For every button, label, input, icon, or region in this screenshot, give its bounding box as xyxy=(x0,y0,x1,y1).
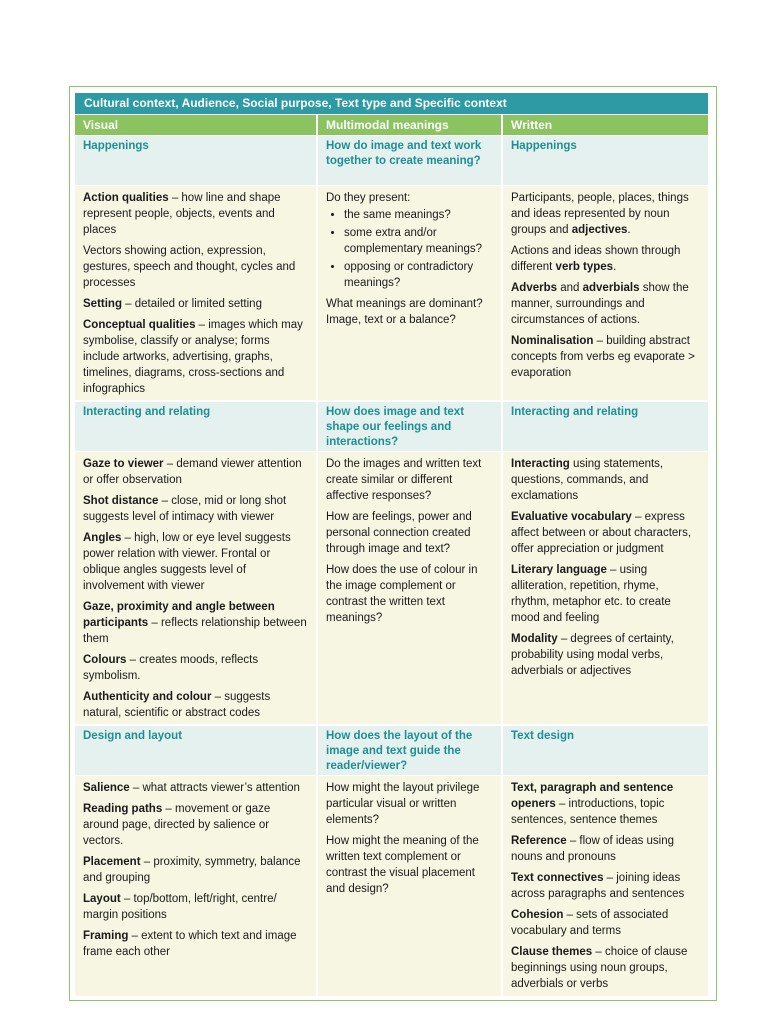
s3-visual-item: Framing – extent to which text and image frame each other xyxy=(83,930,297,958)
s1-visual-item: Vectors showing action, expression, gestures, speech and thought, cycles and processes xyxy=(83,245,296,289)
s3-written-item: Reference – flow of ideas using nouns and pronouns xyxy=(511,835,675,863)
s1-multimodal-heading: How do image and text work together to create meaning? xyxy=(318,136,501,185)
s2-visual-item: Colours – creates moods, reflects symbolism. xyxy=(83,654,259,682)
s2-multimodal-item: How does the use of colour in the image complement or contrast the written text meanings? xyxy=(326,564,478,624)
s1-written-item: Participants, people, places, things and ideas represented by noun groups and adjectives. xyxy=(511,192,689,236)
s1-multimodal-intro: Do they present: xyxy=(326,192,411,204)
bullet-item: • some extra and/or complementary meanings? xyxy=(344,225,493,257)
s2-written-item: Literary language – using alliteration, repetition, rhyme, rhythm, metaphor etc. to create mood and feeling xyxy=(511,564,671,624)
s1-written-item: Nominalisation – building abstract concepts from verbs eg evaporate > evaporation xyxy=(511,335,695,379)
s3-written-item: Text connectives – joining ideas across paragraphs and sentences xyxy=(511,872,685,900)
bullet-item: • opposing or contradictory meanings? xyxy=(344,259,493,291)
s3-multimodal-item: How might the meaning of the written text complement or contrast the visual placement and design? xyxy=(326,835,479,895)
s2-written-body xyxy=(503,452,708,724)
s1-visual-item: Setting – detailed or limited setting xyxy=(83,298,262,310)
s3-visual-item: Placement – proximity, symmetry, balance and grouping xyxy=(83,856,301,884)
s3-written-item: Text, paragraph and sentence openers – introductions, topic sentences, sentence themes xyxy=(511,782,674,826)
s1-visual-item: Action qualities – how line and shape represent people, objects, events and places xyxy=(83,192,281,236)
s3-visual-item: Reading paths – movement or gaze around page, directed by salience or vectors. xyxy=(83,803,271,847)
s2-visual-item: Gaze, proximity and angle between participants – reflects relationship between them xyxy=(83,601,307,645)
s1-written-item: Actions and ideas shown through different verb types. xyxy=(511,245,681,273)
s3-visual-body xyxy=(75,776,316,996)
s3-written-heading: Text design xyxy=(503,726,708,775)
s2-written-heading: Interacting and relating xyxy=(503,402,708,451)
header-multimodal: Multimodal meanings xyxy=(318,115,501,135)
s3-multimodal-item: How might the layout privilege particular visual or written elements? xyxy=(326,782,480,826)
s1-written-item: Adverbs and adverbials show the manner, surroundings and circumstances of actions. xyxy=(511,282,689,326)
s3-written-item: Clause themes – choice of clause beginnings using noun groups, adverbials or verbs xyxy=(511,946,688,990)
s3-written-item: Cohesion – sets of associated vocabulary and terms xyxy=(511,909,669,937)
s1-written-heading: Happenings xyxy=(503,136,708,185)
s1-multimodal-body xyxy=(318,186,501,400)
s3-visual-item: Layout – top/bottom, left/right, centre/ margin positions xyxy=(83,893,277,921)
s2-written-item: Evaluative vocabulary – express affect between or about characters, offer appreciation or judgment xyxy=(511,511,692,555)
s1-visual-item: Conceptual qualities – images which may symbolise, classify or analyse; forms include artworks, advertising, graphs, timelines, diagrams, cross-sections and infographics xyxy=(83,319,303,395)
s3-multimodal-heading: How does the layout of the image and text guide the reader/viewer? xyxy=(318,726,501,775)
s2-visual-item: Shot distance – close, mid or long shot suggests level of intimacy with viewer xyxy=(83,495,287,523)
s2-written-item: Interacting using statements, questions, commands, and exclamations xyxy=(511,458,664,502)
bullet-item: • the same meanings? xyxy=(344,207,493,223)
s3-written-body xyxy=(503,776,708,996)
s3-multimodal-body xyxy=(318,776,501,996)
s1-visual-heading: Happenings xyxy=(75,136,316,185)
s2-visual-item: Angles – high, low or eye level suggests power relation with viewer. Frontal or oblique angles suggests level of involvement with viewer xyxy=(83,532,291,592)
s2-written-item: Modality – degrees of certainty, probability using modal verbs, adverbials or adjectives xyxy=(511,633,674,677)
s1-multimodal-after: What meanings are dominant? Image, text or a balance? xyxy=(326,298,483,326)
s2-visual-body xyxy=(75,452,316,724)
s3-visual-item: Salience – what attracts viewer’s attention xyxy=(83,782,300,794)
s1-multimodal-bullets xyxy=(326,207,493,291)
header-visual: Visual xyxy=(75,115,316,135)
s1-visual-body xyxy=(75,186,316,400)
header-written: Written xyxy=(503,115,708,135)
s2-visual-heading: Interacting and relating xyxy=(75,402,316,451)
s1-written-body xyxy=(503,186,708,400)
s2-visual-item: Gaze to viewer – demand viewer attention or offer observation xyxy=(83,458,302,486)
s2-multimodal-item: How are feelings, power and personal connection created through image and text? xyxy=(326,511,472,555)
s3-visual-heading: Design and layout xyxy=(75,726,316,775)
table-banner: Cultural context, Audience, Social purpose, Text type and Specific context xyxy=(75,93,708,114)
s2-multimodal-body xyxy=(318,452,501,724)
s2-multimodal-item: Do the images and written text create similar or different affective responses? xyxy=(326,458,482,502)
s2-visual-item: Authenticity and colour – suggests natural, scientific or abstract codes xyxy=(83,691,271,719)
s2-multimodal-heading: How does image and text shape our feelings and interactions? xyxy=(318,402,501,451)
